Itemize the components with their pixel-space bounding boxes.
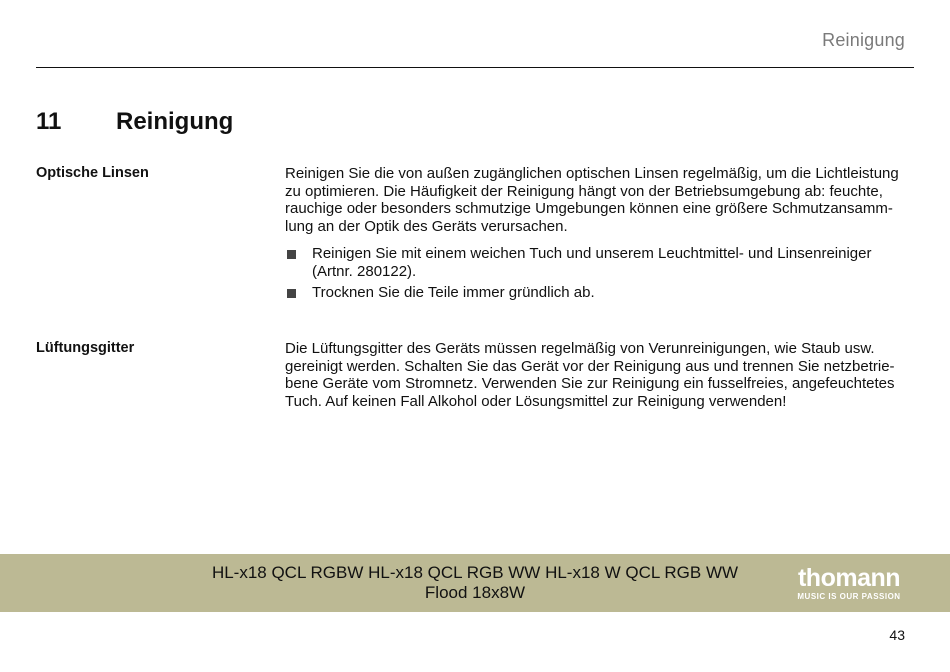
square-bullet-icon	[287, 250, 296, 259]
brand-logo	[785, 565, 913, 602]
list-item	[285, 245, 900, 280]
brand-tagline: MUSIC IS OUR PASSION	[797, 592, 901, 601]
section-label: Optische Linsen	[36, 165, 149, 181]
running-header: Reinigung	[822, 30, 905, 50]
footer-band	[0, 554, 950, 612]
section-paragraph: Die Lüftungsgitter des Geräts müssen regelmäßig von Verunreinigungen, wie Staub usw. gereinigt werden. Schalten Sie das Gerät vor der Reinigung aus und trennen Sie netzbetriebene Geräte vom Stromnetz. Verwenden Sie zur Reinigung ein fusselfreies, angefeuchtetes Tuch. Auf keinen Fall Alkohol oder Lösungsmittel zur Reinigung verwenden!	[285, 340, 895, 410]
footer-product-name	[205, 563, 745, 603]
page-number: 43	[889, 627, 905, 643]
product-line-1: HL-x18 QCL RGBW HL-x18 QCL RGB WW HL-x18 W QCL RGB WW	[211, 563, 739, 582]
chapter-title: Reinigung	[116, 108, 234, 135]
section-label: Lüftungsgitter	[36, 340, 135, 356]
section-paragraph: Reinigen Sie die von außen zugänglichen optischen Linsen regelmäßig, um die Lichtleistung zu optimieren. Die Häufigkeit der Reinigung hängt von der Betriebsumgebung ab: feuchte, rauchige oder besonders schmutzige Umgebungen können eine größere Schmutzansammlung an der Optik des Geräts verursachen.	[285, 165, 899, 235]
chapter-number: 11	[36, 108, 62, 135]
section-body	[285, 340, 900, 410]
brand-name: thomann	[797, 564, 901, 592]
product-line-2: Flood 18x8W	[424, 583, 526, 602]
chapter-heading	[36, 108, 233, 136]
section-body	[285, 165, 900, 306]
list-item-text: Trocknen Sie die Teile immer gründlich ab.	[312, 284, 595, 301]
bullet-list	[285, 245, 900, 302]
list-item	[285, 284, 900, 302]
list-item-text: Reinigen Sie mit einem weichen Tuch und unserem Leuchtmittel- und Linsenreiniger (Artnr. 280122).	[312, 245, 872, 280]
header-rule	[36, 67, 914, 68]
square-bullet-icon	[287, 289, 296, 298]
